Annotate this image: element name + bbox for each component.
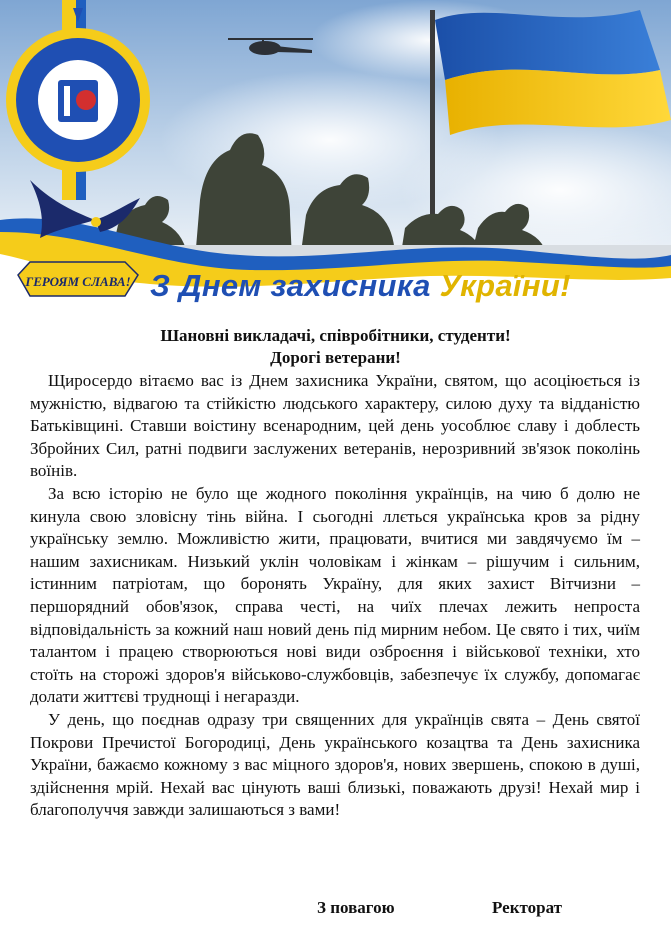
header-banner (0, 0, 671, 300)
greeting-title-part2: України! (439, 268, 571, 303)
hero-ribbon-text: ГЕРОЯМ СЛАВА! (25, 274, 131, 289)
salutation-line2: Дорогі ветерани! (270, 348, 401, 367)
banner-illustration (0, 0, 671, 300)
signature-rectorate: Ректорат (492, 898, 562, 917)
salutation-line1: Шановні викладачі, співробітники, студенти! (160, 326, 511, 345)
body-paragraph-3: У день, що поєднав одразу три священних для українців свята – День святої Покрови Пречистої Богородиці, День українського козацтва та День захисника України, бажаємо кожному з вас міцного здоров'я, нових звершень, спокою в душі, здійснення мрій. Нехай вас цінують ваші близькі, поважають друзі! Нехай мир і благополуччя завжди залишаються з вами! (30, 709, 640, 820)
body-paragraph-1: Щиросердо вітаємо вас із Днем захисника України, святом, що асоціюється із мужністю, відвагою та стійкістю людського характеру, силою духу та відданістю Батьківщині. Ставши воістину всенародним, цей день уособлює славу і доблесть Збройних Сил, ратні подвиги заслужених ветеранів, нерозривний зв'язок поколінь воїнів. (30, 371, 640, 481)
greeting-title-part1: З Днем захисника (150, 268, 440, 303)
body-paragraph-2: За всю історію не було ще жодного покоління українців, на чию б долю не кинула свою зловісну тінь війна. І сьогодні ллється українська кров за рідну українську землю. Можливістю жити, працювати, вчитися ми завдячуємо їм – нашим захисникам. Низький уклін чоловікам і жінкам – рішучим і сильним, істинним патріотам, що боронять Україну, для яких захист Вітчизни – першорядний обов'язок, справа честі, на чиїх плечах лежить непроста відповідальність за кожний наш новий день під мирним небом. Це свято і тих, чиїм талантом і працею створюються нові види озброєння і військової техніки, хто стоїть на сторожі здоров'я військово-службовців, забезпечує їх службу, допомагає долати життєві труднощі і негаразди. (30, 483, 640, 707)
signature-regards: З повагою (317, 898, 395, 917)
letter-body (30, 370, 640, 822)
greeting-title (150, 268, 650, 304)
